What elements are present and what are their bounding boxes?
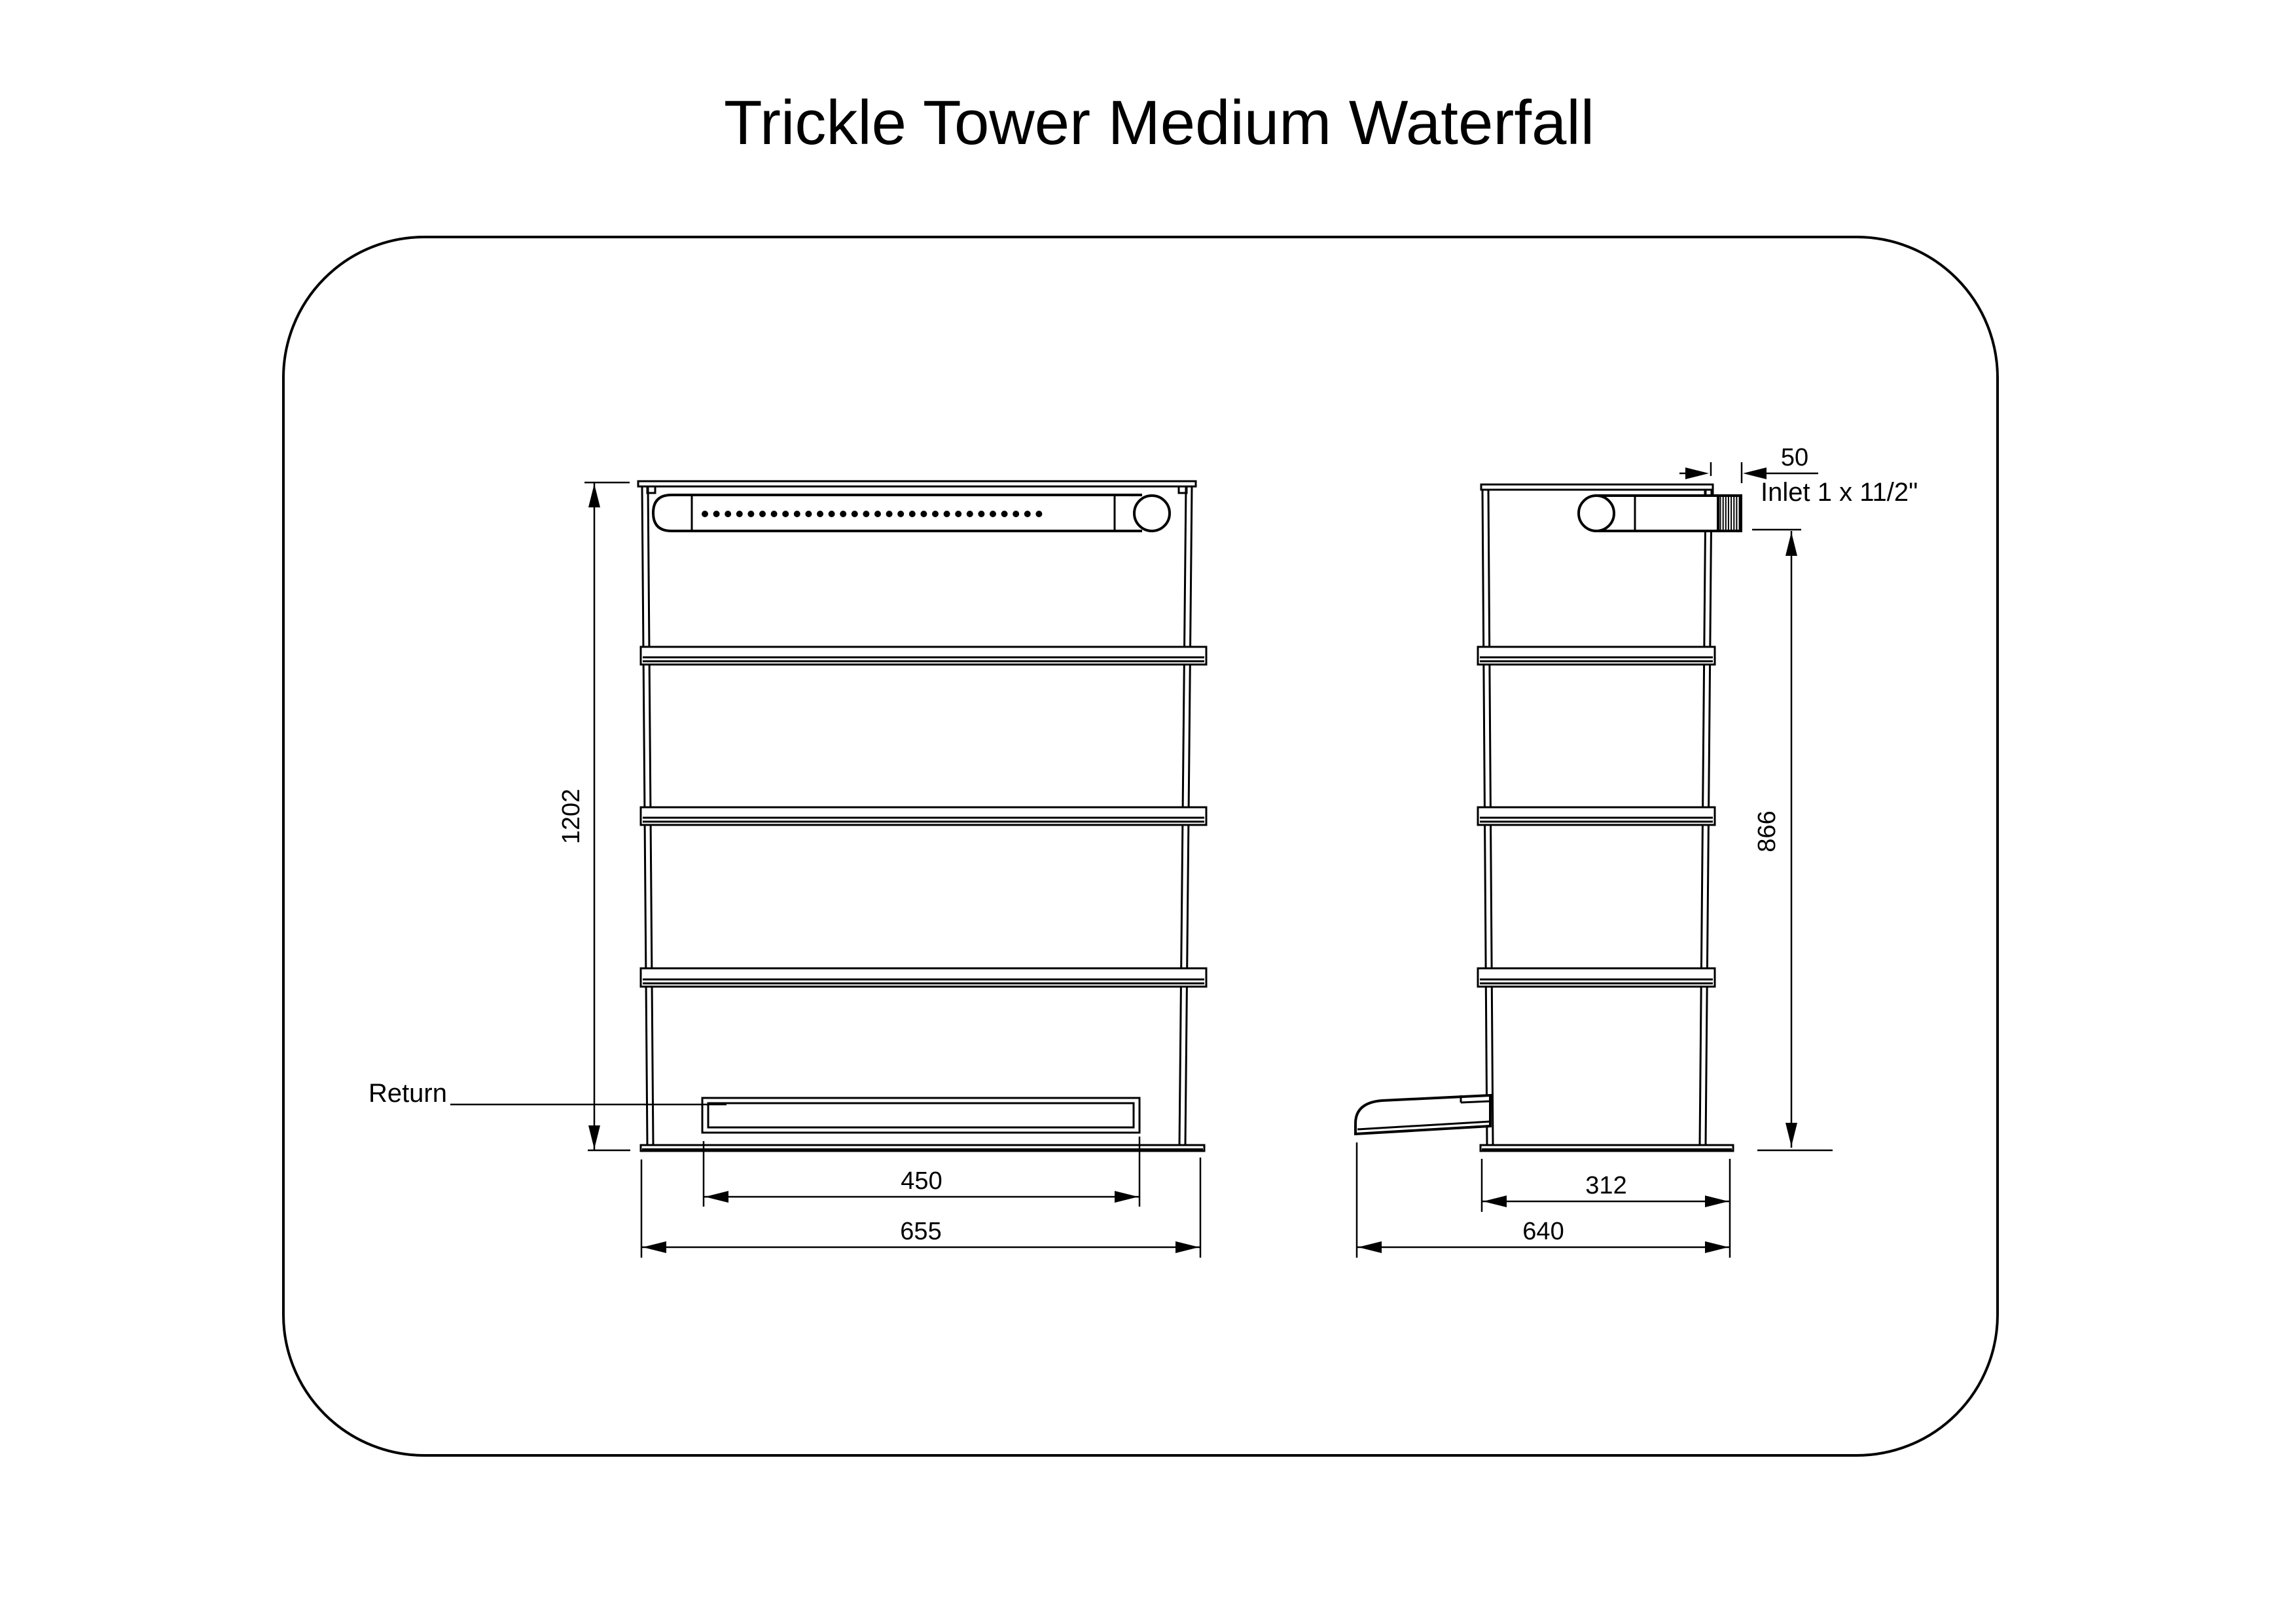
spray-hole: [817, 511, 823, 517]
spray-hole: [736, 511, 743, 517]
spray-hole: [1013, 511, 1019, 517]
spray-hole: [1001, 511, 1008, 517]
dim-slot-width-label: 450: [901, 1167, 942, 1195]
front-band-2: [641, 807, 1206, 825]
front-band-1: [641, 647, 1206, 665]
dim-inlet-protrusion-label: 50: [1780, 444, 1809, 471]
spray-hole: [886, 511, 893, 517]
spray-hole: [829, 511, 835, 517]
return-label: Return: [368, 1079, 447, 1108]
inlet-pipe: [1579, 496, 1741, 531]
inlet-pipe-end: [1579, 496, 1614, 531]
spray-hole: [955, 511, 961, 517]
dim-front-height-label: 1202: [558, 788, 585, 845]
spray-hole: [747, 511, 754, 517]
spray-bar: [653, 495, 1170, 531]
spray-hole: [897, 511, 904, 517]
spray-hole: [990, 511, 996, 517]
inlet-thread: [1718, 496, 1741, 531]
spray-hole: [852, 511, 858, 517]
spray-hole: [782, 511, 789, 517]
front-view: [638, 481, 1206, 1151]
spray-hole: [794, 511, 800, 517]
side-tier-bands: [1478, 647, 1715, 987]
dim-side-height-label: 866: [1753, 811, 1781, 852]
spray-hole: [771, 511, 778, 517]
spray-hole: [874, 511, 881, 517]
spray-hole: [967, 511, 973, 517]
drawing-border: [283, 237, 1998, 1455]
dim-body-width-label: 312: [1585, 1172, 1627, 1199]
front-top-rim: [638, 481, 1196, 486]
side-band-1: [1478, 647, 1715, 665]
spray-hole: [920, 511, 927, 517]
side-band-2: [1478, 807, 1715, 825]
spray-hole: [725, 511, 731, 517]
return-chute: [1355, 1095, 1490, 1134]
dimensions: [450, 462, 1833, 1258]
side-band-3: [1478, 968, 1715, 987]
spray-hole: [978, 511, 984, 517]
front-tier-bands: [641, 647, 1206, 987]
spray-hole: [840, 511, 846, 517]
spray-hole: [702, 511, 708, 517]
spray-hole: [944, 511, 950, 517]
spray-hole: [805, 511, 812, 517]
front-band-3: [641, 968, 1206, 987]
spray-hole: [932, 511, 939, 517]
spray-hole: [863, 511, 869, 517]
spray-hole: [909, 511, 916, 517]
side-top-rim: [1481, 484, 1713, 490]
spray-bar-end-cap: [1134, 496, 1170, 531]
dim-overall-depth-label: 640: [1522, 1218, 1564, 1245]
spray-hole: [759, 511, 766, 517]
spray-hole: [1035, 511, 1042, 517]
dim-base-width-label: 655: [900, 1218, 942, 1245]
spray-hole: [1024, 511, 1031, 517]
spray-hole: [713, 511, 720, 517]
dim-front-height: [584, 483, 630, 1150]
front-base: [641, 1145, 1204, 1151]
side-view: [1355, 484, 1741, 1151]
inlet-label: Inlet 1 x 11/2": [1761, 478, 1918, 507]
side-base: [1480, 1145, 1733, 1151]
drawing-title: Trickle Tower Medium Waterfall: [723, 88, 1595, 158]
return-slot: [702, 1098, 1139, 1133]
